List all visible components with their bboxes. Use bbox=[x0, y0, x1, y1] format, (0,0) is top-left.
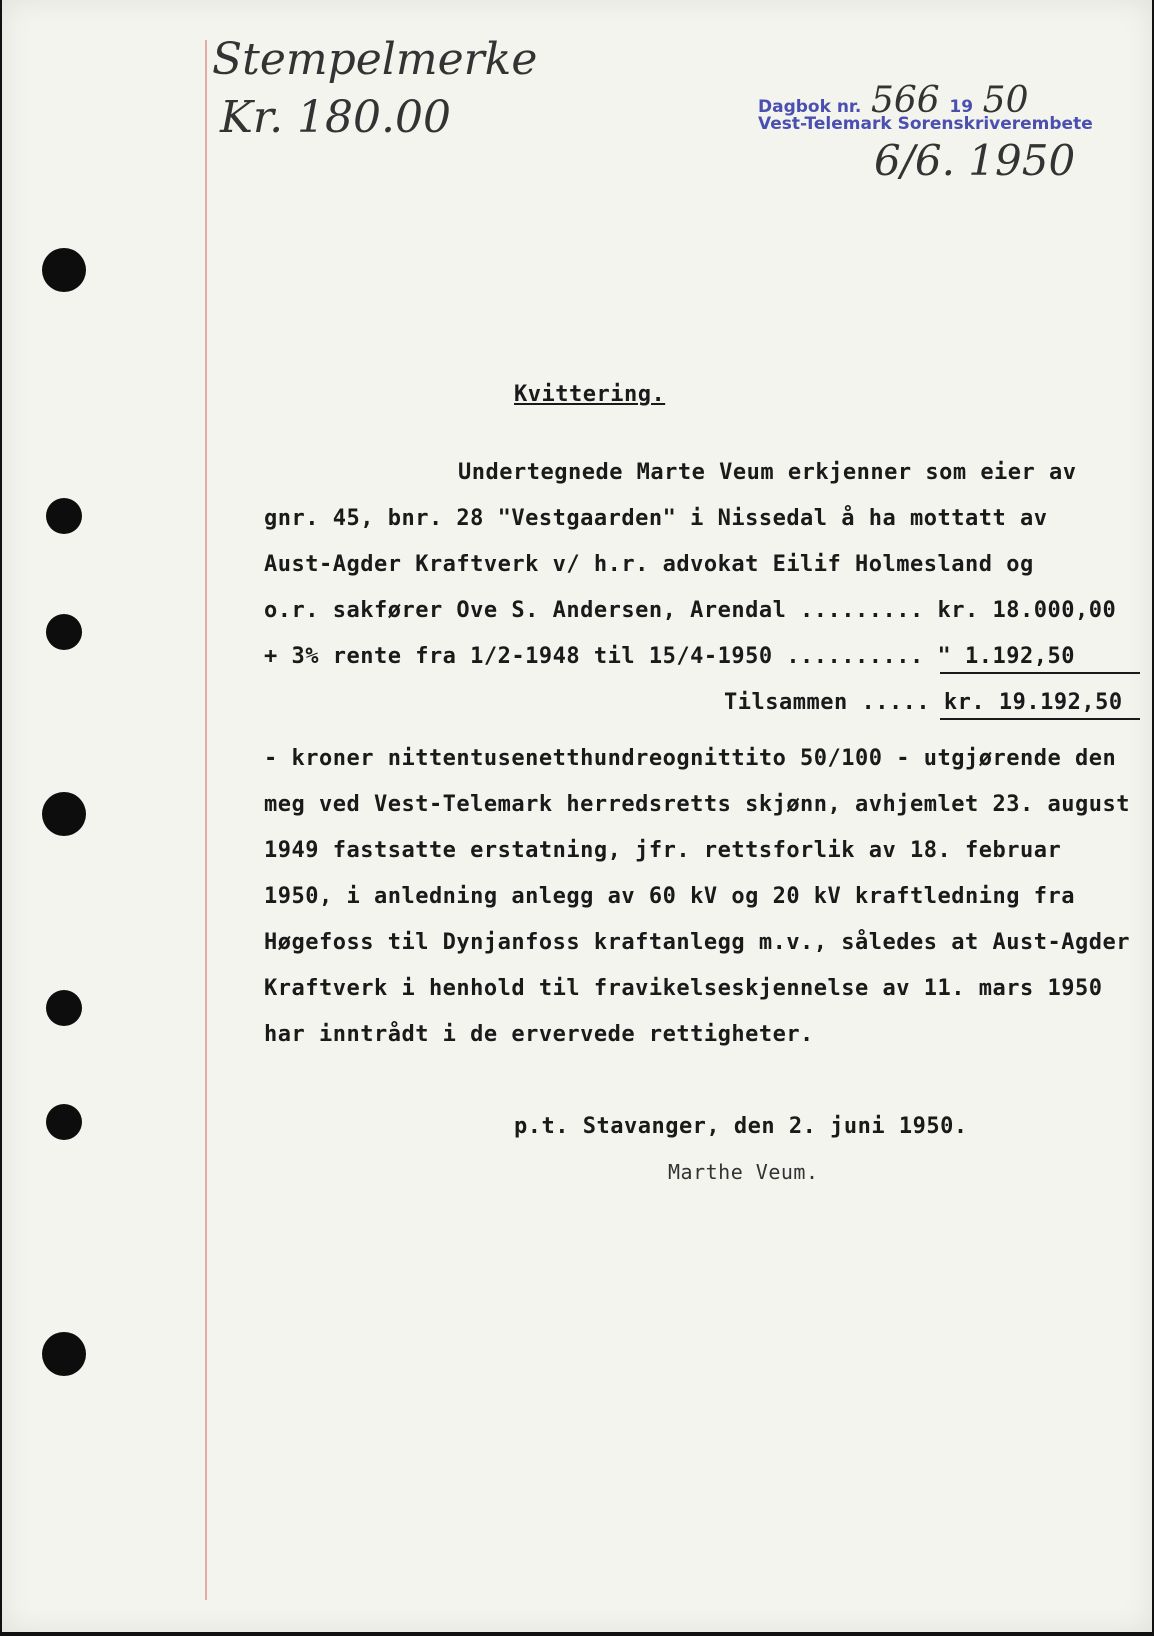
body-line: 1950, i anledning anlegg av 60 kV og 20 kV kraftledning fra bbox=[264, 884, 1075, 909]
dagbok-label: Dagbok nr. bbox=[758, 97, 862, 117]
body-line: Aust-Agder Kraftverk v/ h.r. advokat Eilif Holmesland og bbox=[264, 552, 1034, 577]
punch-hole bbox=[46, 498, 82, 534]
handwritten-stamp-note: Stempelmerke bbox=[212, 34, 538, 85]
body-line: Høgefoss til Dynjanfoss kraftanlegg m.v., således at Aust-Agder bbox=[264, 930, 1130, 955]
body-line: o.r. sakfører Ove S. Andersen, Arendal ......... kr. 18.000,00 bbox=[264, 598, 1117, 623]
punch-hole bbox=[42, 1332, 86, 1376]
body-line: Kraftverk i henhold til fravikelseskjennelse av 11. mars 1950 bbox=[264, 976, 1103, 1001]
margin-line bbox=[205, 40, 207, 1600]
punch-hole bbox=[46, 1104, 82, 1140]
body-line: meg ved Vest-Telemark herredsretts skjønn, avhjemlet 23. august bbox=[264, 792, 1130, 817]
document-page bbox=[2, 0, 1152, 1632]
punch-hole bbox=[46, 990, 82, 1026]
signature: Marthe Veum. bbox=[668, 1160, 819, 1184]
office-stamp: Vest-Telemark Sorenskriverembete bbox=[758, 114, 1093, 134]
handwritten-stamp-amount: Kr. 180.00 bbox=[220, 92, 451, 143]
place-date: p.t. Stavanger, den 2. juni 1950. bbox=[514, 1114, 968, 1139]
handwritten-date: 6/6. 1950 bbox=[874, 136, 1076, 185]
punch-hole bbox=[42, 248, 86, 292]
body-line: - kroner nittentusenetthundreognittito 50/100 - utgjørende den bbox=[264, 746, 1117, 771]
body-line: 1949 fastsatte erstatning, jfr. rettsforlik av 18. februar bbox=[264, 838, 1062, 863]
body-line: har inntrådt i de ervervede rettigheter. bbox=[264, 1022, 814, 1047]
total-underline bbox=[940, 718, 1140, 720]
dagbok-year: 50 bbox=[982, 80, 1029, 121]
amount-underline bbox=[940, 672, 1140, 674]
total-line: Tilsammen ..... kr. 19.192,50 bbox=[724, 690, 1123, 715]
body-line: gnr. 45, bnr. 28 "Vestgaarden" i Nissedal å ha mottatt av bbox=[264, 506, 1048, 531]
body-line: + 3% rente fra 1/2-1948 til 15/4-1950 .......... " 1.192,50 bbox=[264, 644, 1075, 669]
dagbok-number: 566 bbox=[871, 80, 940, 121]
dagbok-mid: 19 bbox=[949, 97, 974, 117]
body-line: Undertegnede Marte Veum erkjenner som eier av bbox=[458, 460, 1077, 485]
punch-hole bbox=[42, 792, 86, 836]
punch-hole bbox=[46, 614, 82, 650]
document-title: Kvittering. bbox=[514, 382, 666, 407]
